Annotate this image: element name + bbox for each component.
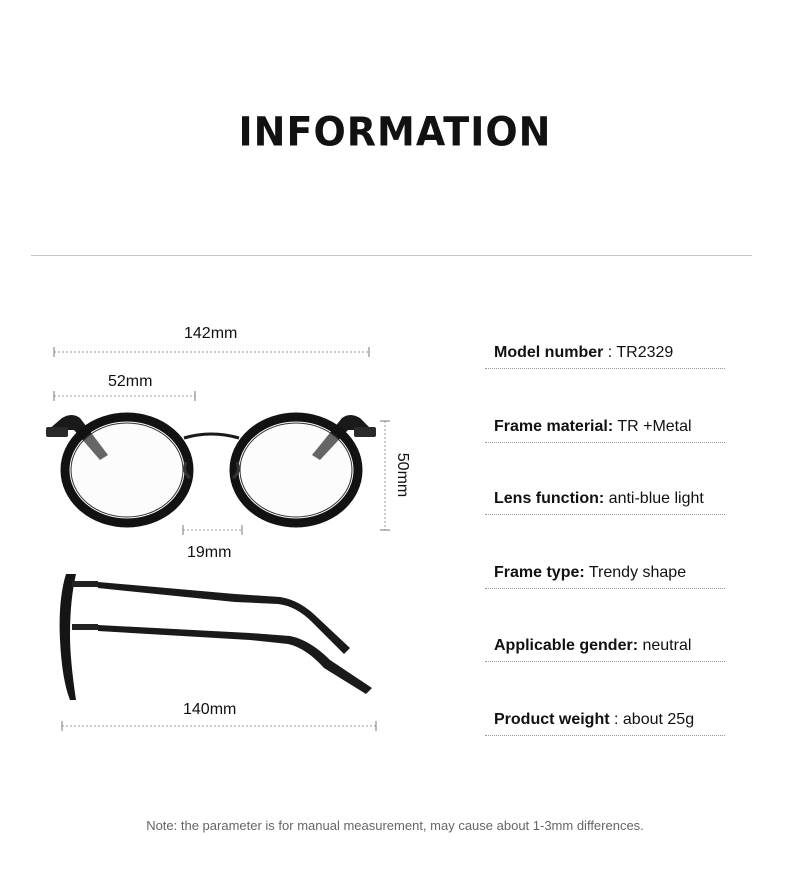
dim-lens-height: 50mm	[394, 452, 412, 498]
glasses-front-view	[46, 415, 376, 523]
spec-frame-type	[485, 556, 725, 589]
spec-label: Frame material:	[494, 418, 614, 435]
spec-label: Product weight	[494, 711, 610, 728]
spec-label: Lens function:	[494, 490, 605, 507]
dim-total-width: 142mm	[184, 325, 238, 342]
dim-bridge-width: 19mm	[187, 544, 232, 561]
spec-label: Applicable gender:	[494, 637, 639, 654]
spec-frame-material	[485, 410, 725, 443]
spec-value: Trendy shape	[588, 564, 687, 581]
dim-lens-width: 52mm	[108, 373, 153, 390]
spec-value: TR2329	[616, 344, 674, 361]
spec-value: TR +Metal	[617, 418, 692, 435]
spec-label: Frame type:	[494, 564, 585, 581]
dim-temple-length: 140mm	[183, 701, 237, 718]
spec-label: Model number	[494, 344, 604, 361]
glasses-side-view	[60, 574, 372, 700]
spec-model-number: Model number : TR2329	[485, 336, 725, 369]
spec-lens-function	[485, 482, 725, 515]
spec-value: about 25g	[622, 711, 695, 728]
spec-product-weight: Product weight : about 25g	[485, 703, 725, 736]
measurement-note: Note: the parameter is for manual measurement, may cause about 1-3mm differences.	[146, 818, 644, 833]
spec-value: neutral	[642, 637, 692, 654]
page-title: INFORMATION	[238, 108, 552, 156]
spec-value: anti-blue light	[608, 490, 704, 507]
spec-applicable-gender	[485, 629, 725, 662]
